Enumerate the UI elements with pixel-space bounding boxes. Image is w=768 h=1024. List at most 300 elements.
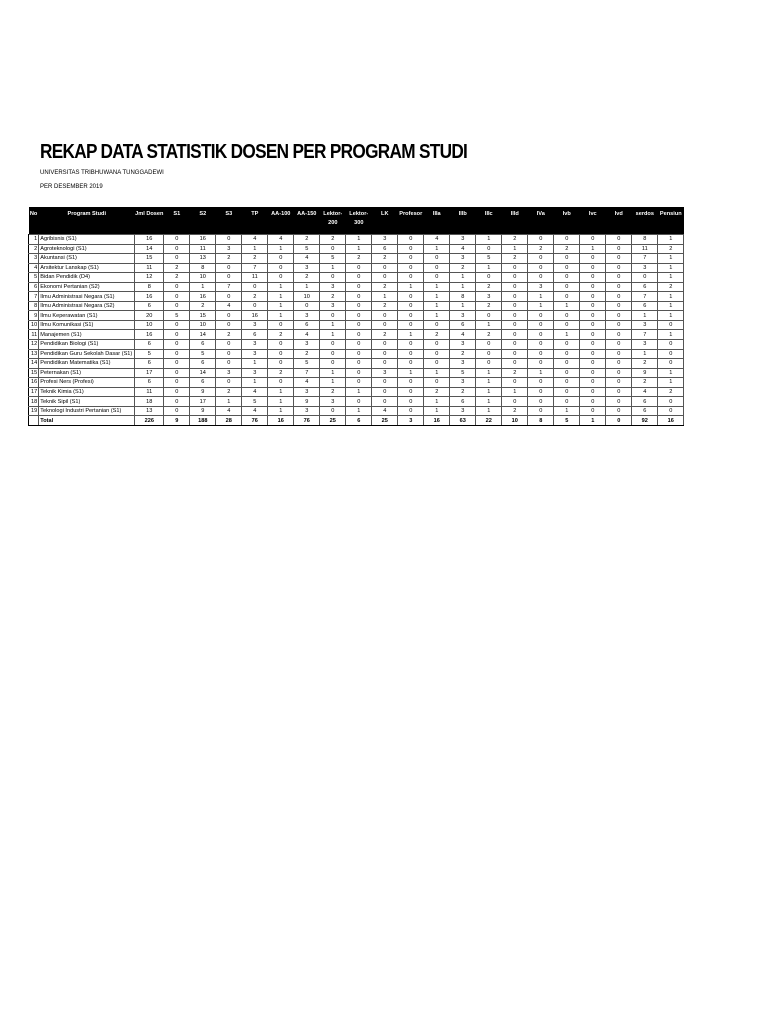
row-number: 11 [29, 330, 39, 340]
table-cell: 1 [372, 292, 398, 302]
table-cell: 2 [372, 254, 398, 264]
table-cell: 0 [476, 273, 502, 283]
table-cell: 0 [606, 387, 632, 397]
table-cell: 2 [242, 254, 268, 264]
row-number: 9 [29, 311, 39, 321]
table-cell: 13 [190, 254, 216, 264]
table-cell: 6 [632, 282, 658, 292]
table-cell: 6 [190, 378, 216, 388]
table-cell: 0 [398, 235, 424, 245]
table-cell: 3 [320, 282, 346, 292]
table-cell: 0 [580, 292, 606, 302]
table-cell: 3 [450, 378, 476, 388]
table-cell: 2 [528, 244, 554, 254]
table-cell: 0 [164, 368, 190, 378]
table-row [29, 406, 684, 416]
table-cell: 3 [216, 368, 242, 378]
table-cell: 0 [242, 301, 268, 311]
total-cell: 5 [554, 416, 580, 426]
table-cell: 0 [658, 397, 684, 407]
table-row [29, 349, 684, 359]
table-cell: 2 [476, 330, 502, 340]
table-cell: 17 [135, 368, 164, 378]
table-cell: 3 [372, 235, 398, 245]
table-cell: 0 [580, 340, 606, 350]
table-cell: 0 [554, 263, 580, 273]
table-cell: 0 [372, 311, 398, 321]
table-cell: 0 [606, 359, 632, 369]
row-number: 10 [29, 320, 39, 330]
table-cell: 2 [294, 349, 320, 359]
page-title: REKAP DATA STATISTIK DOSEN PER PROGRAM STUDI [40, 141, 468, 163]
table-cell: 0 [632, 273, 658, 283]
table-cell: 2 [164, 273, 190, 283]
table-cell: 0 [554, 254, 580, 264]
program-name: Bidan Pendidik (D4) [39, 273, 135, 283]
table-cell: 0 [372, 349, 398, 359]
table-cell: 2 [424, 387, 450, 397]
table-cell: 1 [424, 397, 450, 407]
table-cell: 1 [658, 330, 684, 340]
table-cell: 0 [216, 235, 242, 245]
table-cell: 6 [632, 397, 658, 407]
table-cell: 0 [658, 406, 684, 416]
table-cell: 0 [346, 292, 372, 302]
table-cell: 0 [164, 349, 190, 359]
row-number: 7 [29, 292, 39, 302]
table-cell: 7 [632, 254, 658, 264]
table-cell: 11 [135, 387, 164, 397]
table-cell: 0 [346, 263, 372, 273]
table-cell: 0 [580, 406, 606, 416]
table-cell: 6 [135, 359, 164, 369]
table-cell: 0 [554, 378, 580, 388]
table-cell: 2 [346, 254, 372, 264]
table-cell: 2 [268, 368, 294, 378]
table-cell: 1 [658, 368, 684, 378]
table-cell: 0 [268, 349, 294, 359]
table-cell: 0 [216, 340, 242, 350]
table-cell: 0 [398, 378, 424, 388]
table-cell: 0 [502, 378, 528, 388]
table-cell: 2 [450, 349, 476, 359]
table-cell: 1 [476, 378, 502, 388]
table-cell: 4 [242, 235, 268, 245]
table-cell: 1 [476, 263, 502, 273]
table-cell: 1 [476, 387, 502, 397]
table-cell: 0 [346, 330, 372, 340]
program-name: Peternakan (S1) [39, 368, 135, 378]
table-cell: 2 [502, 254, 528, 264]
table-row [29, 340, 684, 350]
total-cell [29, 416, 39, 426]
table-cell: 0 [216, 349, 242, 359]
table-cell: 0 [554, 235, 580, 245]
table-cell: 9 [294, 397, 320, 407]
table-cell: 0 [398, 320, 424, 330]
table-cell: 7 [632, 330, 658, 340]
table-cell: 0 [580, 235, 606, 245]
table-cell: 0 [372, 359, 398, 369]
table-cell: 3 [450, 359, 476, 369]
table-cell: 0 [398, 340, 424, 350]
table-cell: 5 [450, 368, 476, 378]
table-cell: 0 [424, 378, 450, 388]
table-cell: 8 [190, 263, 216, 273]
table-cell: 0 [398, 387, 424, 397]
table-row [29, 311, 684, 321]
table-cell: 0 [372, 378, 398, 388]
total-cell: 63 [450, 416, 476, 426]
table-cell: 0 [502, 359, 528, 369]
table-cell: 1 [580, 244, 606, 254]
table-cell: 0 [346, 397, 372, 407]
table-cell: 3 [372, 368, 398, 378]
table-cell: 0 [372, 320, 398, 330]
table-cell: 6 [190, 340, 216, 350]
table-cell: 1 [424, 244, 450, 254]
table-row [29, 359, 684, 369]
table-cell: 1 [216, 397, 242, 407]
table-cell: 0 [554, 311, 580, 321]
table-cell: 0 [606, 378, 632, 388]
table-cell: 4 [216, 406, 242, 416]
table-cell: 0 [346, 340, 372, 350]
table-cell: 6 [135, 378, 164, 388]
table-cell: 2 [216, 387, 242, 397]
university-name: UNIVERSITAS TRIBHUWANA TUNGGADEWI [40, 170, 164, 176]
table-cell: 0 [268, 378, 294, 388]
table-cell: 3 [242, 349, 268, 359]
table-cell: 16 [135, 292, 164, 302]
table-cell: 7 [216, 282, 242, 292]
table-cell: 3 [294, 311, 320, 321]
table-cell: 2 [216, 254, 242, 264]
table-cell: 1 [398, 368, 424, 378]
table-cell: 0 [580, 254, 606, 264]
table-cell: 1 [658, 378, 684, 388]
row-number: 18 [29, 397, 39, 407]
table-cell: 0 [398, 311, 424, 321]
table-cell: 0 [346, 282, 372, 292]
table-cell: 0 [164, 397, 190, 407]
table-cell: 0 [528, 311, 554, 321]
total-cell: 188 [190, 416, 216, 426]
table-cell: 0 [580, 301, 606, 311]
table-cell: 2 [502, 406, 528, 416]
table-cell: 1 [268, 387, 294, 397]
table-cell: 2 [268, 330, 294, 340]
table-cell: 0 [580, 282, 606, 292]
table-cell: 2 [632, 378, 658, 388]
table-cell: 0 [502, 311, 528, 321]
table-cell: 0 [476, 340, 502, 350]
table-cell: 0 [320, 340, 346, 350]
table-cell: 3 [528, 282, 554, 292]
table-cell: 0 [606, 282, 632, 292]
table-cell: 1 [190, 282, 216, 292]
table-cell: 1 [268, 301, 294, 311]
table-cell: 5 [476, 254, 502, 264]
total-cell: 16 [424, 416, 450, 426]
table-cell: 1 [424, 282, 450, 292]
table-cell: 0 [320, 273, 346, 283]
table-cell: 9 [632, 368, 658, 378]
column-header: Ivb [554, 207, 580, 235]
table-cell: 1 [528, 292, 554, 302]
table-cell: 0 [528, 387, 554, 397]
table-cell: 4 [450, 244, 476, 254]
table-cell: 14 [190, 368, 216, 378]
table-cell: 7 [632, 292, 658, 302]
table-cell: 1 [476, 320, 502, 330]
table-cell: 1 [476, 368, 502, 378]
table-cell: 0 [346, 378, 372, 388]
table-cell: 3 [632, 320, 658, 330]
table-cell: 0 [424, 349, 450, 359]
column-header: Jml Dosen [135, 207, 164, 235]
row-number: 4 [29, 263, 39, 273]
table-cell: 1 [242, 244, 268, 254]
total-cell: 76 [242, 416, 268, 426]
table-row [29, 273, 684, 283]
table-cell: 0 [606, 406, 632, 416]
column-header: S1 [164, 207, 190, 235]
table-cell: 3 [450, 311, 476, 321]
table-cell: 15 [135, 254, 164, 264]
table-cell: 0 [528, 330, 554, 340]
table-cell: 3 [294, 263, 320, 273]
table-cell: 0 [528, 359, 554, 369]
column-header: Ivd [606, 207, 632, 235]
table-cell: 2 [554, 244, 580, 254]
table-cell: 0 [554, 397, 580, 407]
table-cell: 16 [190, 235, 216, 245]
table-cell: 0 [606, 273, 632, 283]
table-cell: 1 [346, 406, 372, 416]
table-cell: 0 [606, 368, 632, 378]
table-cell: 0 [164, 378, 190, 388]
table-cell: 2 [476, 301, 502, 311]
table-cell: 1 [398, 330, 424, 340]
table-row [29, 330, 684, 340]
table-cell: 0 [164, 244, 190, 254]
table-cell: 1 [450, 301, 476, 311]
table-cell: 1 [658, 235, 684, 245]
table-cell: 10 [190, 273, 216, 283]
table-cell: 0 [606, 292, 632, 302]
table-cell: 0 [268, 359, 294, 369]
column-header: IIIc [476, 207, 502, 235]
table-cell: 2 [632, 359, 658, 369]
table-cell: 4 [424, 235, 450, 245]
table-cell: 0 [268, 263, 294, 273]
table-cell: 0 [216, 311, 242, 321]
table-cell: 0 [528, 263, 554, 273]
table-cell: 2 [216, 330, 242, 340]
table-cell: 3 [450, 340, 476, 350]
table-cell: 3 [294, 406, 320, 416]
table-cell: 0 [372, 387, 398, 397]
table-cell: 6 [135, 301, 164, 311]
table-cell: 3 [242, 340, 268, 350]
column-header: IIIa [424, 207, 450, 235]
table-cell: 2 [372, 282, 398, 292]
table-row [29, 254, 684, 264]
table-cell: 0 [528, 273, 554, 283]
table-cell: 3 [294, 387, 320, 397]
table-cell: 10 [190, 320, 216, 330]
table-cell: 6 [632, 301, 658, 311]
total-cell: 10 [502, 416, 528, 426]
table-cell: 0 [164, 359, 190, 369]
table-cell: 0 [606, 263, 632, 273]
row-number: 17 [29, 387, 39, 397]
table-cell: 0 [580, 368, 606, 378]
table-cell: 0 [554, 349, 580, 359]
column-header: AA-100 [268, 207, 294, 235]
table-cell: 0 [424, 359, 450, 369]
table-cell: 0 [658, 320, 684, 330]
table-cell: 18 [135, 397, 164, 407]
table-cell: 1 [346, 387, 372, 397]
table-cell: 1 [554, 330, 580, 340]
table-cell: 0 [320, 349, 346, 359]
table-cell: 0 [476, 244, 502, 254]
table-cell: 0 [606, 235, 632, 245]
table-cell: 2 [658, 282, 684, 292]
table-cell: 1 [658, 263, 684, 273]
table-cell: 0 [268, 273, 294, 283]
table-cell: 15 [190, 311, 216, 321]
table-cell: 0 [528, 320, 554, 330]
table-cell: 1 [424, 311, 450, 321]
table-cell: 0 [216, 320, 242, 330]
table-cell: 1 [658, 301, 684, 311]
table-cell: 0 [164, 301, 190, 311]
table-cell: 1 [450, 282, 476, 292]
table-cell: 1 [424, 406, 450, 416]
table-cell: 9 [190, 387, 216, 397]
program-name: Agroteknologi (S1) [39, 244, 135, 254]
table-cell: 4 [450, 330, 476, 340]
table-cell: 0 [346, 368, 372, 378]
table-cell: 0 [502, 349, 528, 359]
table-cell: 4 [294, 330, 320, 340]
table-cell: 0 [554, 340, 580, 350]
table-cell: 0 [528, 397, 554, 407]
table-cell: 0 [398, 244, 424, 254]
table-cell: 8 [135, 282, 164, 292]
table-cell: 16 [242, 311, 268, 321]
table-cell: 0 [372, 340, 398, 350]
table-cell: 0 [528, 340, 554, 350]
table-cell: 0 [372, 263, 398, 273]
table-cell: 8 [450, 292, 476, 302]
table-row [29, 301, 684, 311]
table-cell: 0 [554, 387, 580, 397]
table-cell: 3 [216, 244, 242, 254]
program-name: Ilmu Keperawatan (S1) [39, 311, 135, 321]
program-name: Teknik Kimia (S1) [39, 387, 135, 397]
table-cell: 10 [294, 292, 320, 302]
table-cell: 1 [632, 349, 658, 359]
column-header: Pensiun [658, 207, 684, 235]
program-name: Pendidikan Biologi (S1) [39, 340, 135, 350]
table-cell: 0 [294, 301, 320, 311]
table-cell: 3 [450, 254, 476, 264]
table-cell: 0 [216, 359, 242, 369]
program-name: Teknik Sipil (S1) [39, 397, 135, 407]
table-cell: 1 [268, 311, 294, 321]
table-cell: 16 [190, 292, 216, 302]
program-name: Akuntansi (S1) [39, 254, 135, 264]
table-cell: 1 [528, 301, 554, 311]
table-cell: 0 [502, 292, 528, 302]
table-cell: 0 [554, 359, 580, 369]
table-cell: 1 [658, 254, 684, 264]
table-cell: 5 [294, 359, 320, 369]
column-header: IIId [502, 207, 528, 235]
total-cell: 3 [398, 416, 424, 426]
table-cell: 3 [294, 340, 320, 350]
column-header: AA-150 [294, 207, 320, 235]
table-cell: 0 [398, 349, 424, 359]
table-cell: 0 [580, 349, 606, 359]
column-header: S2 [190, 207, 216, 235]
table-cell: 0 [268, 254, 294, 264]
table-cell: 0 [554, 292, 580, 302]
table-cell: 0 [476, 311, 502, 321]
table-cell: 0 [164, 254, 190, 264]
table-cell: 6 [372, 244, 398, 254]
table-cell: 5 [294, 244, 320, 254]
table-cell: 1 [268, 282, 294, 292]
table-cell: 7 [242, 263, 268, 273]
table-cell: 2 [294, 273, 320, 283]
table-cell: 0 [164, 340, 190, 350]
row-number: 5 [29, 273, 39, 283]
table-cell: 0 [398, 406, 424, 416]
table-cell: 0 [502, 263, 528, 273]
table-cell: 0 [398, 254, 424, 264]
table-cell: 1 [294, 282, 320, 292]
table-cell: 0 [580, 359, 606, 369]
table-cell: 1 [502, 387, 528, 397]
table-cell: 3 [476, 292, 502, 302]
table-cell: 0 [528, 349, 554, 359]
table-cell: 4 [268, 235, 294, 245]
total-row [29, 416, 684, 426]
column-header: Program Studi [39, 207, 135, 235]
table-cell: 0 [398, 359, 424, 369]
table-cell: 1 [476, 397, 502, 407]
table-cell: 1 [320, 368, 346, 378]
table-cell: 0 [216, 292, 242, 302]
table-cell: 1 [528, 368, 554, 378]
table-cell: 8 [632, 235, 658, 245]
table-cell: 3 [242, 368, 268, 378]
program-name: Teknologi Industri Pertanian (S1) [39, 406, 135, 416]
table-cell: 0 [346, 301, 372, 311]
table-cell: 0 [580, 311, 606, 321]
table-cell: 5 [135, 349, 164, 359]
table-cell: 7 [294, 368, 320, 378]
table-cell: 0 [346, 320, 372, 330]
table-cell: 14 [190, 330, 216, 340]
table-cell: 11 [632, 244, 658, 254]
program-name: Ilmu Komunikasi (S1) [39, 320, 135, 330]
